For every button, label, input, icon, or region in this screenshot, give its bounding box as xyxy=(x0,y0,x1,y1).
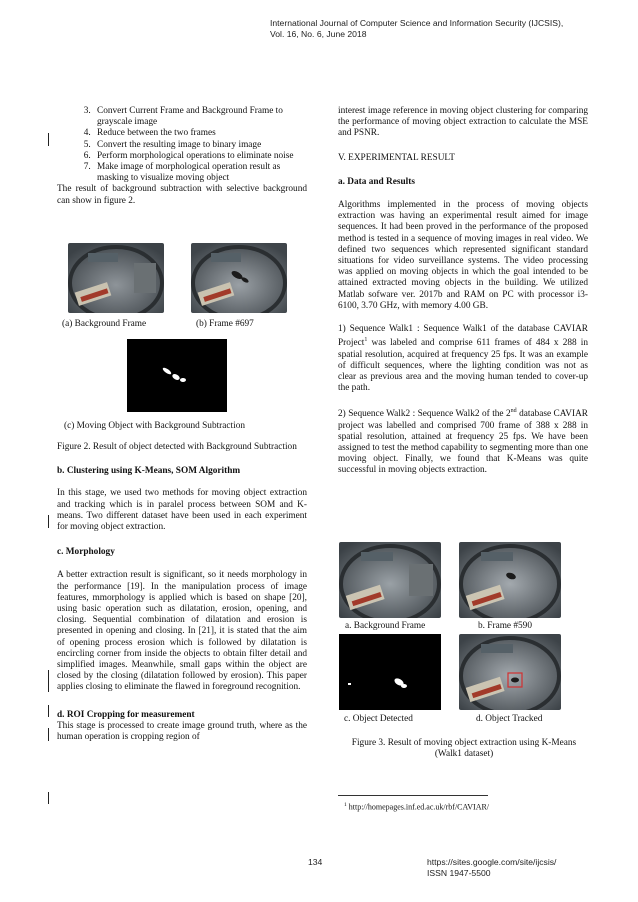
step-item: 6. Perform morphological operations to eliminate noise xyxy=(93,151,307,162)
left-column-lower xyxy=(57,442,307,743)
figure3-frame-590-image xyxy=(459,542,561,618)
data-results-text: Algorithms implemented in the process of moving objects extraction was having an experimental result aimed for image sequences. It had been proved in the performance of the proposed method is tested in a sequence of moving images in real video. We defined two sequences which represented significant standard situations for video surveillance systems. The video processing was applied on moving objects in which the goal intended to be attained extracted moving objects in the building. We utilized Matlab sofware ver. 2017b and RAM on PC with processor i3-6100, 3.70 GHz, with memory 4.00 GB. xyxy=(338,200,588,311)
section-c-text: A better extraction result is significant, so it needs morphology in the performance [19]. In the manipulation process of image features, mmorphology is applied which is based on shape [20], using basic operation such as dilatation, erosion, opening, and closing. Sequential combination of dilatation and erosion is presented in opening and closing. In [21], it is stated that the aim of opening process erosion which is followed by dilatation is encircling corner from inside the objects to obtain filter detail and simplified images. Meanwhile, small gaps within the object are closed by the closing (dilatation followed by erosion). This paper applies closing to eliminate the flawed in foreground recognition. xyxy=(57,570,307,693)
figure2-moving-object-mask-image xyxy=(127,339,227,412)
figure3-caption-a: a. Background Frame xyxy=(345,621,426,631)
step-item: 4. Reduce between the two frames xyxy=(93,128,307,139)
seq2-rest: database CAVIAR project was labelled and comprised 700 frame of 388 x 288 in spatial resolution, attained at frequency 25 fps. We have been assigned to test the method capability to segmenting more than one moving object. Finally, we found that K-Means was quite successful in moving objects extraction. xyxy=(338,409,588,476)
figure2-intro: The result of background subtraction with selective background can show in figure 2. xyxy=(57,184,307,206)
left-column xyxy=(57,106,307,207)
figure3-caption: Figure 3. Result of moving object extraction using K-Means (Walk1 dataset) xyxy=(351,738,577,760)
running-header xyxy=(270,18,563,40)
change-bar xyxy=(48,133,49,146)
change-bar xyxy=(48,515,49,528)
footnote-url: http://homepages.inf.ed.ac.uk/rbf/CAVIAR/ xyxy=(346,802,490,812)
figure3-background-frame-image xyxy=(339,542,441,618)
figure2-caption: Figure 2. Result of object detected with Background Subtraction xyxy=(57,442,297,452)
change-bar xyxy=(48,670,49,692)
section-c-title: c. Morphology xyxy=(57,547,115,558)
footnote-rule xyxy=(338,795,488,796)
right-column xyxy=(338,106,588,477)
figure2-caption-a: (a) Background Frame xyxy=(62,319,147,329)
journal-volume: Vol. 16, No. 6, June 2018 xyxy=(270,29,367,39)
figure3-object-detected-image xyxy=(339,634,441,710)
figure2-caption-c: (c) Moving Object with Background Subtraction xyxy=(64,421,245,431)
figure3-caption-b: b. Frame #590 xyxy=(478,621,532,631)
figure2-caption-b: (b) Frame #697 xyxy=(196,319,254,329)
step-item: 7. Make image of morphological operation result as masking to visualize moving object xyxy=(93,162,307,184)
sequence-walk2-text xyxy=(338,406,588,476)
page-number: 134 xyxy=(308,857,323,867)
section-v-title: V. EXPERIMENTAL RESULT xyxy=(338,152,455,163)
figure2-background-frame-image xyxy=(68,243,164,313)
footer-site-url: https://sites.google.com/site/ijcsis/ xyxy=(427,857,557,867)
seq2-lead: 2) Sequence Walk2 : Sequence Walk2 of the 2 xyxy=(338,409,511,420)
footnote-number: 1 xyxy=(344,802,347,808)
step-item: 5. Convert the resulting image to binary image xyxy=(93,140,307,151)
figure3-caption-c: c. Object Detected xyxy=(344,714,413,724)
section-b-title: b. Clustering using K-Means, SOM Algorithm xyxy=(57,466,241,477)
sequence-walk1-text xyxy=(338,324,588,394)
change-bar xyxy=(48,705,49,717)
section-a-title: a. Data and Results xyxy=(338,176,415,187)
section-b-text: In this stage, we used two methods for moving object extraction and tracking which is in paralel process between SOM and K-means. Two different dataset have been used in each experiment for moving object extraction. xyxy=(57,488,307,533)
continued-text: interest image reference in moving object clustering for comparing the performance of moving object extraction to calculate the MSE and PSNR. xyxy=(338,106,588,139)
figure3-caption-d: d. Object Tracked xyxy=(476,714,543,724)
figure2-frame-697-image xyxy=(191,243,287,313)
change-bar xyxy=(48,792,49,804)
section-d-title: d. ROI Cropping for measurement xyxy=(57,709,195,720)
ordinal-suffix: nd xyxy=(510,408,517,415)
change-bar xyxy=(48,728,49,741)
figure3-object-tracked-image xyxy=(459,634,561,710)
seq1-lead: 1) Sequence Walk1 : Sequence Walk1 of the database CAVIAR Project xyxy=(338,324,588,349)
footnote xyxy=(344,800,489,813)
journal-title: International Journal of Computer Science and Information Security (IJCSIS), xyxy=(270,18,564,28)
processing-steps xyxy=(57,106,307,184)
footer-issn: ISSN 1947-5500 xyxy=(427,868,491,878)
footer-info xyxy=(427,857,556,879)
seq1-rest: was labeled and comprise 611 frames of 484 x 288 in spatial resolution, acquired at frequency 25 fps. It was an example of difficult sequences, where the lighting condition was not as clear as previous area and the moving human tended to cover-up the path. xyxy=(338,338,588,394)
step-item: 3. Convert Current Frame and Background Frame to grayscale image xyxy=(93,106,307,128)
footnote-marker: 1 xyxy=(364,337,368,344)
section-d-text: This stage is processed to create image ground truth, where as the human operation is cropping region of xyxy=(57,720,307,743)
